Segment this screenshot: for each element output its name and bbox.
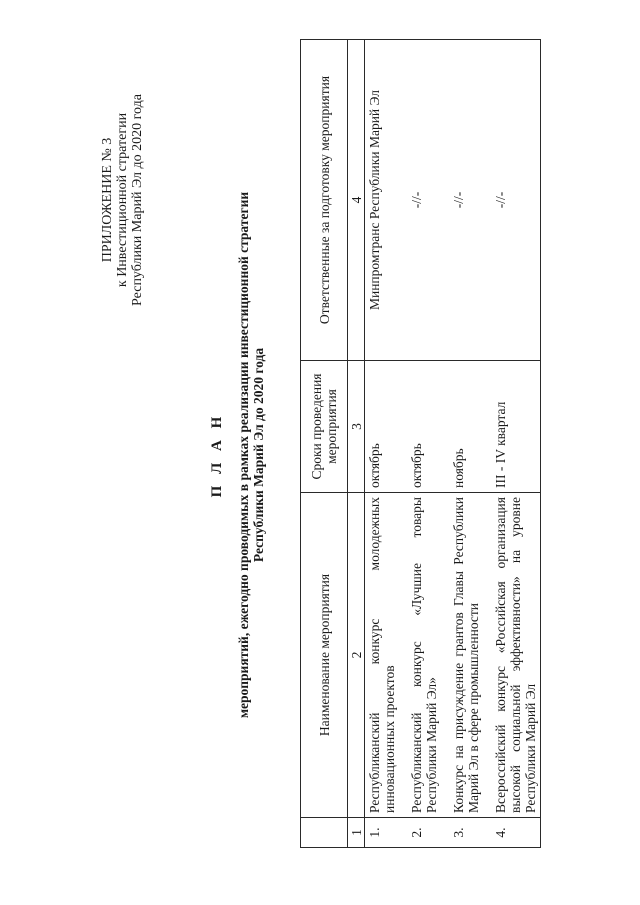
events-table: [300, 39, 541, 848]
event-date: октябрь: [407, 361, 449, 493]
event-responsible: -//-: [449, 40, 491, 361]
appendix-reference: к Инвестиционной стратегии: [115, 112, 130, 288]
header-date: Сроки проведения мероприятия: [301, 361, 348, 493]
column-number: 2: [348, 493, 365, 818]
column-number: 3: [348, 361, 365, 493]
header-num: [301, 818, 348, 848]
column-number-row: [348, 40, 365, 848]
column-number: 1: [348, 818, 365, 848]
event-name: Республиканский конкурс молодежных инновационных проектов: [365, 493, 407, 818]
table-row: [491, 40, 541, 848]
event-name: Всероссийский конкурс «Российская организация высокой социальной эффективности» на уровне Республики Марий Эл: [491, 493, 541, 818]
table-row: [449, 40, 491, 848]
header-responsible: Ответственные за подготовку мероприятия: [301, 40, 348, 361]
table-row: [365, 40, 407, 848]
event-name: Конкурс на присуждение грантов Главы Республики Марий Эл в сфере промышленности: [449, 493, 491, 818]
event-date: октябрь: [365, 361, 407, 493]
table-row: [407, 40, 449, 848]
row-number: 3.: [449, 818, 491, 848]
appendix-header: [100, 75, 145, 325]
header-name: Наименование мероприятия: [301, 493, 348, 818]
column-number: 4: [348, 40, 365, 361]
row-number: 2.: [407, 818, 449, 848]
event-date: ноябрь: [449, 361, 491, 493]
row-number: 4.: [491, 818, 541, 848]
event-responsible: Минпромтранс Республики Марий Эл: [365, 40, 407, 361]
appendix-number: ПРИЛОЖЕНИЕ № 3: [100, 137, 115, 263]
event-name: Республиканский конкурс «Лучшие товары Республики Марий Эл»: [407, 493, 449, 818]
appendix-reference-2: Республики Марий Эл до 2020 года: [130, 94, 145, 306]
table-header-row: [301, 40, 348, 848]
document-title: [208, 105, 266, 805]
plan-heading: П Л А Н: [209, 412, 225, 498]
row-number: 1.: [365, 818, 407, 848]
event-responsible: -//-: [407, 40, 449, 361]
title-line-1: мероприятий, ежегодно проводимых в рамках реализации инвестиционной стратегии: [236, 191, 251, 719]
title-line-2: Республики Марий Эл до 2020 года: [251, 347, 266, 563]
event-date: III - IV квартал: [491, 361, 541, 493]
event-responsible: -//-: [491, 40, 541, 361]
